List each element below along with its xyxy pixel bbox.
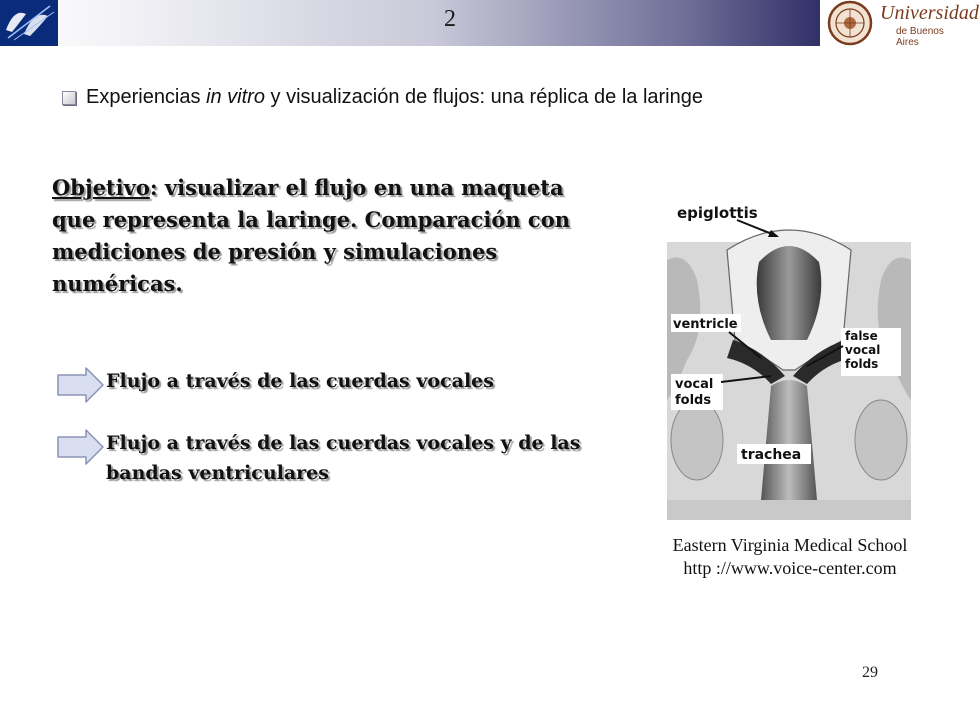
flow-item-vocal-folds	[56, 366, 494, 404]
university-subtitle: de Buenos Aires	[896, 26, 944, 48]
figure-caption	[620, 534, 960, 580]
slide-heading	[62, 86, 703, 109]
label-epiglottis: epiglottis	[677, 204, 758, 222]
label-trachea: trachea	[741, 447, 802, 463]
objective-text: : visualizar el flujo en una maqueta que representa la laringe. Comparación con mediciones de presión y simulaciones numéricas.	[52, 175, 570, 296]
objective-paragraph	[52, 172, 612, 300]
slide-number-top: 2	[444, 6, 456, 32]
right-arrow-icon	[56, 366, 106, 404]
larynx-figure	[667, 190, 911, 520]
university-logo	[820, 0, 979, 48]
page-number: 29	[862, 664, 878, 681]
label-vocal-folds-1: vocal	[675, 377, 714, 392]
larynx-section-image	[667, 190, 911, 520]
heading-text-italic: in vitro	[206, 86, 265, 108]
label-false-vocal-folds-1: false	[845, 329, 878, 343]
university-seal-icon	[822, 0, 878, 46]
label-vocal-folds-2: folds	[675, 393, 712, 408]
heading-text-end: y visualización de flujos: una réplica de la laringe	[264, 86, 703, 108]
heading-text-start: Experiencias	[86, 86, 207, 108]
label-false-vocal-folds-2: vocal	[845, 343, 881, 357]
university-name: Universidad	[880, 2, 979, 24]
objective-label: Objetivo	[52, 175, 150, 200]
flow-item-text: Flujo a través de las cuerdas vocales y de las bandas ventriculares	[106, 432, 581, 484]
flow-item-vocal-and-ventricular-bands	[56, 428, 616, 488]
caption-source: Eastern Virginia Medical School	[672, 535, 908, 555]
label-false-vocal-folds-3: folds	[845, 357, 879, 371]
bullet-icon	[62, 91, 76, 105]
flow-item-text: Flujo a través de las cuerdas vocales	[106, 370, 494, 392]
caption-url: http ://www.voice-center.com	[683, 558, 897, 578]
label-ventricle: ventricle	[673, 317, 738, 332]
right-arrow-icon	[56, 428, 106, 466]
